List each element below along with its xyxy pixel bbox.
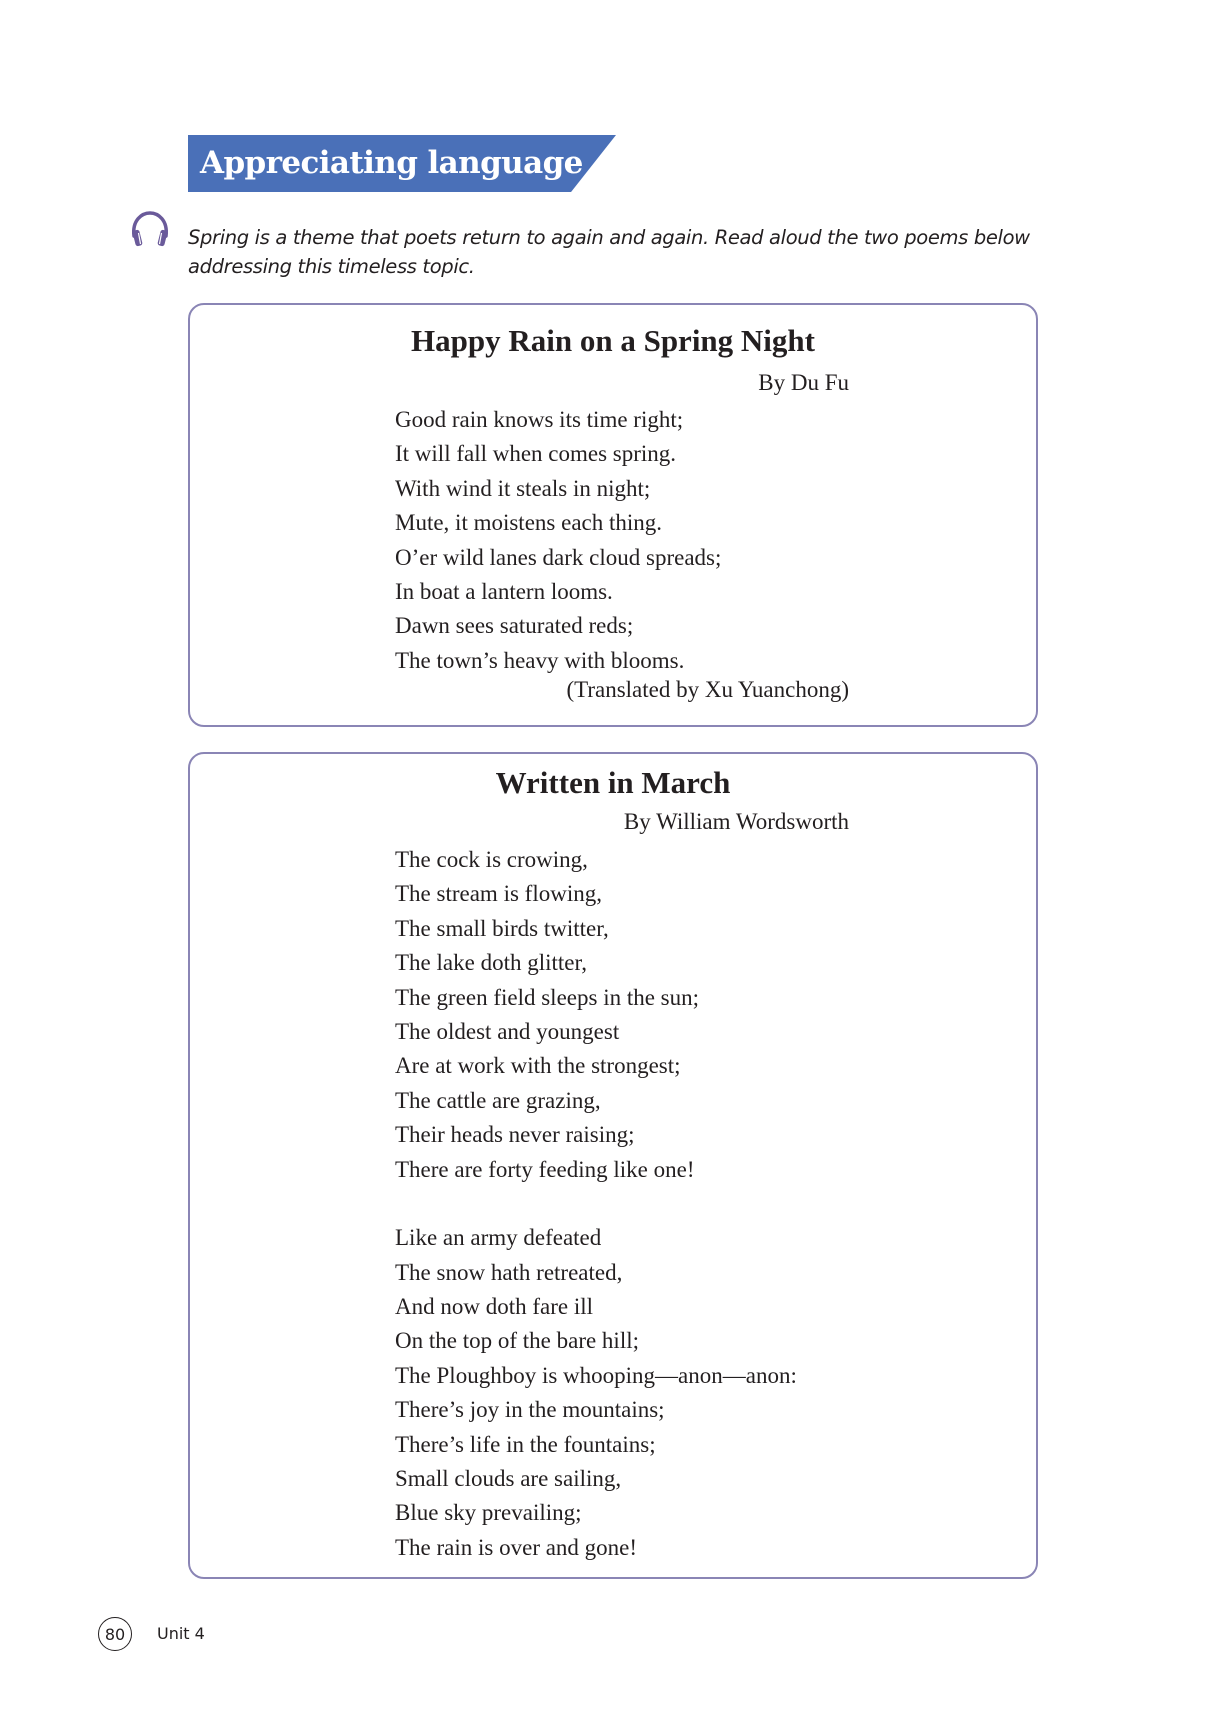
poem-author: By William Wordsworth [623,809,849,834]
poem-lines [395,843,797,1565]
poem-line: There’s life in the fountains; [395,1431,656,1457]
poem-line: It will fall when comes spring. [395,441,677,467]
poem-line: On the top of the bare hill; [395,1328,639,1354]
poem-line: O’er wild lanes dark cloud spreads; [395,544,722,570]
poem-line: The stream is flowing, [395,881,602,907]
poem-line: In boat a lantern looms. [395,578,613,604]
poem-translator: (Translated by Xu Yuanchong) [566,677,849,702]
poem-line: Their heads never raising; [395,1122,635,1148]
poem-line: Good rain knows its time right; [395,407,684,432]
poem-line: There’s joy in the mountains; [395,1397,665,1423]
poem-lines [395,403,721,678]
poem-line: The green field sleeps in the sun; [395,984,700,1010]
poem-line: The rain is over and gone! [395,1534,638,1560]
poem-line: The lake doth glitter, [395,950,587,976]
poem-line: The Ploughboy is whooping—anon—anon: [395,1362,797,1388]
poem-line: And now doth fare ill [395,1294,594,1320]
intro-instruction: Spring is a theme that poets return to again and again. Read aloud the two poems below addressing this timeless topic. [188,226,1030,278]
poem-line: Dawn sees saturated reds; [395,613,634,639]
poem-line: There are forty feeding like one! [395,1156,695,1182]
poem-line: Are at work with the strongest; [395,1053,681,1079]
poem-title: Written in March [495,765,731,800]
poem-line: Blue sky prevailing; [395,1500,582,1526]
poem-line: Small clouds are sailing, [395,1466,622,1492]
headphones-icon[interactable] [128,208,172,252]
section-title: Appreciating language [200,145,583,181]
poem-author: By Du Fu [758,370,849,395]
poem-line: The small birds twitter, [395,915,609,941]
unit-label: Unit 4 [157,1624,205,1643]
poem-line: The oldest and youngest [395,1018,620,1044]
poem-line: The cock is crowing, [395,847,588,872]
poem-title: Happy Rain on a Spring Night [411,323,815,358]
poem-line: The town’s heavy with blooms. [395,647,685,673]
poem-line: The snow hath retreated, [395,1259,623,1285]
page-number: 80 [98,1617,132,1651]
poem-line: With wind it steals in night; [395,475,651,501]
poem-line: Like an army defeated [395,1225,602,1251]
stanza-break [395,1187,797,1221]
poem-line: Mute, it moistens each thing. [395,510,663,536]
poem-line: The cattle are grazing, [395,1087,601,1113]
